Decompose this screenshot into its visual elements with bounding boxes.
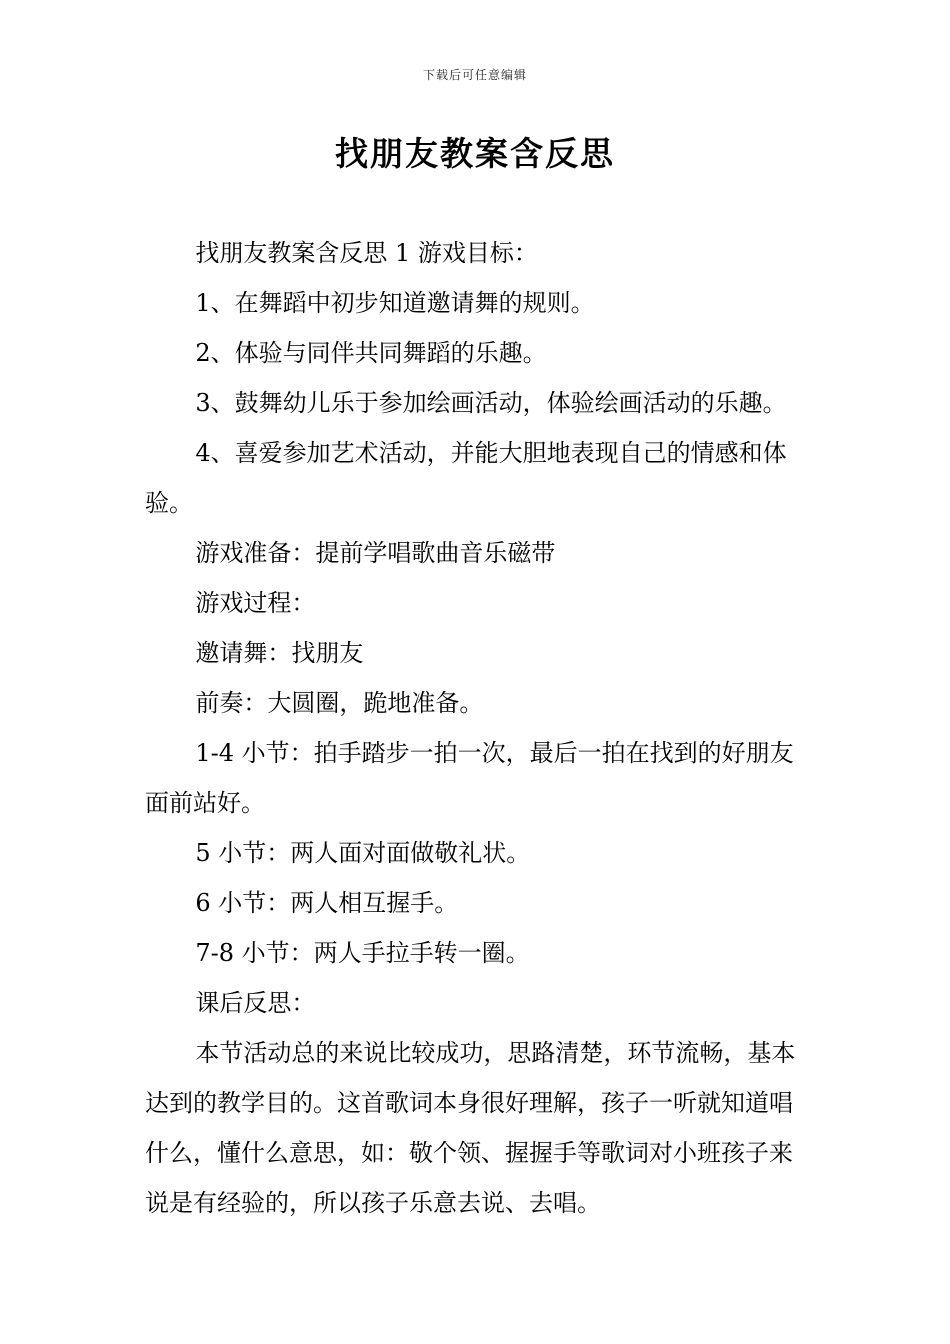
paragraph-goal-1: 1、在舞蹈中初步知道邀请舞的规则。 bbox=[195, 289, 595, 317]
paragraph-prelude: 前奏：大圆圈，跪地准备。 bbox=[195, 689, 484, 717]
paragraph-preparation: 游戏准备：提前学唱歌曲音乐磁带 bbox=[195, 539, 556, 567]
paragraph-bar-5: 5 小节：两人面对面做敬礼状。 bbox=[195, 839, 531, 867]
paragraph-goal-3: 3、鼓舞幼儿乐于参加绘画活动，体验绘画活动的乐趣。 bbox=[195, 389, 787, 417]
paragraph-bars-1-4: 1-4 小节：拍手踏步一拍一次，最后一拍在找到的好朋友面前站好。 bbox=[145, 739, 794, 817]
paragraph-goal-2: 2、体验与同伴共同舞蹈的乐趣。 bbox=[195, 339, 547, 367]
paragraph-bars-7-8: 7-8 小节：两人手拉手转一圈。 bbox=[195, 939, 530, 967]
document-body bbox=[145, 228, 810, 1228]
paragraph-goal-4: 4、喜爱参加艺术活动，并能大胆地表现自己的情感和体验。 bbox=[145, 439, 787, 517]
paragraph-bar-6: 6 小节：两人相互握手。 bbox=[195, 889, 459, 917]
paragraph-intro: 找朋友教案含反思 1 游戏目标： bbox=[195, 239, 538, 267]
document-title: 找朋友教案含反思 bbox=[335, 134, 615, 173]
paragraph-dance-name: 邀请舞：找朋友 bbox=[195, 639, 364, 667]
paragraph-process-heading: 游戏过程： bbox=[195, 589, 316, 617]
paragraph-reflection-heading: 课后反思： bbox=[195, 989, 316, 1017]
header-note: 下载后可任意编辑 bbox=[422, 68, 527, 82]
paragraph-reflection-body: 本节活动总的来说比较成功，思路清楚，环节流畅，基本达到的教学目的。这首歌词本身很好理解，孩子一听就知道唱什么，懂什么意思，如：敬个领、握握手等歌词对小班孩子来说是有经验的，所以孩子乐意去说、去唱。 bbox=[145, 1039, 796, 1217]
